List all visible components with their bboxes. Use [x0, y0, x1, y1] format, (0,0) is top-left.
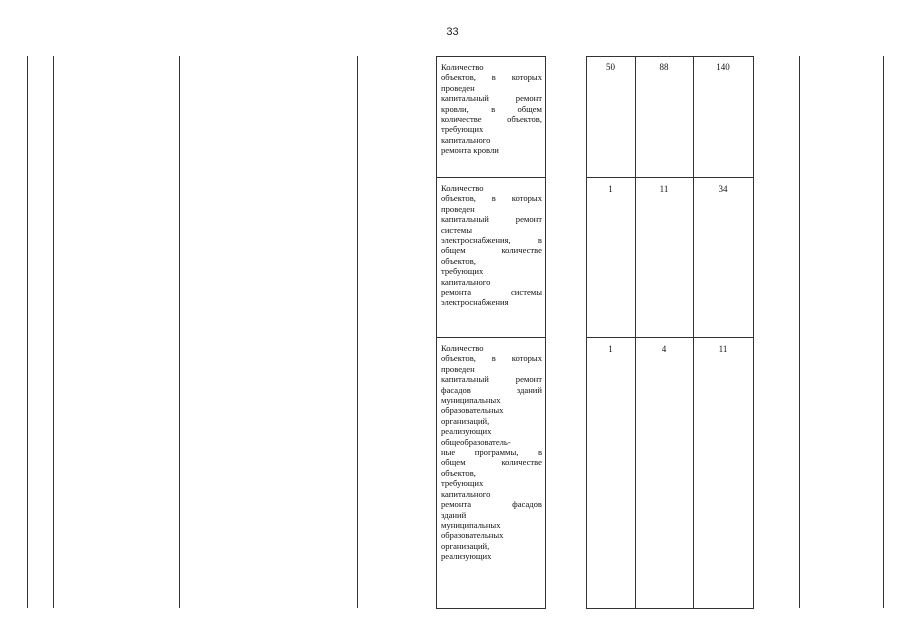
indicator-text-line: капитальный ремонт [441, 214, 542, 225]
page-number: 33 [446, 26, 459, 38]
indicator-text-line: реализующих [441, 426, 492, 437]
indicator-text-line: организаций, [441, 415, 490, 426]
indicator-text-line: зданий [441, 509, 467, 520]
row-border-top [436, 56, 546, 57]
indicator-text [441, 183, 542, 308]
indicator-text-line: фасадов зданий [441, 384, 542, 395]
table-cell-value: 11 [659, 184, 669, 194]
row-border [436, 177, 546, 178]
indicator-text-line: кровли, в общем [441, 103, 542, 114]
indicator-text-line: требующих [441, 478, 484, 489]
indicator-text-line: ремонта фасадов [441, 499, 542, 510]
indicator-text-line: Количество [441, 343, 484, 353]
table-cell-value: 1 [608, 344, 613, 354]
indicator-text-line: требующих [441, 266, 484, 277]
indicator-column-right [545, 56, 546, 608]
value-column-right [753, 56, 754, 608]
row-border [436, 337, 546, 338]
table-border-left [27, 56, 28, 608]
indicator-text-line: общем количестве [441, 245, 542, 256]
row-border [586, 177, 754, 178]
indicator-column-left [436, 56, 437, 608]
table-border-right [883, 56, 884, 608]
indicator-text-line: реализующих [441, 551, 492, 562]
indicator-text-line: объектов, в которых [441, 193, 542, 204]
indicator-text-line: образовательных [441, 405, 504, 416]
indicator-text-line: объектов, [441, 255, 476, 266]
row-border-bottom [436, 608, 546, 609]
value-column-left [586, 56, 587, 608]
indicator-text [441, 62, 542, 156]
table-cell-value: 34 [718, 184, 728, 194]
table-cell-value: 4 [661, 344, 667, 354]
table-cell-value: 50 [606, 62, 615, 72]
indicator-text-line: электроснабжения [441, 297, 509, 308]
row-border-bottom [586, 608, 754, 609]
indicator-text-line: капитального [441, 134, 491, 145]
column-divider [53, 56, 54, 608]
indicator-text-line: ремонта кровли [441, 145, 499, 156]
indicator-text-line: количестве объектов, [441, 114, 542, 125]
indicator-text-line: муниципальных [441, 395, 501, 406]
indicator-text-line: Количество [441, 183, 484, 193]
indicator-text-line: капитальный ремонт [441, 93, 542, 104]
indicator-text-line: организаций, [441, 540, 490, 551]
value-column-divider [693, 56, 694, 608]
table-cell-value: 11 [718, 344, 728, 354]
row-border-top [586, 56, 754, 57]
indicator-text-line: проведен [441, 363, 475, 374]
indicator-text-line: электроснабжения, в [441, 235, 542, 246]
indicator-text-line: общеобразователь- [441, 436, 511, 447]
indicator-text-line: капитального [441, 488, 491, 499]
indicator-text [441, 343, 542, 562]
indicator-text-line: системы [441, 224, 473, 235]
column-divider [357, 56, 358, 608]
indicator-text-line: Количество [441, 62, 484, 72]
column-divider [799, 56, 800, 608]
indicator-text-line: требующих [441, 124, 484, 135]
indicator-text-line: ремонта системы [441, 287, 542, 298]
indicator-text-line: муниципальных [441, 519, 501, 530]
indicator-text-line: проведен [441, 82, 475, 93]
column-divider [179, 56, 180, 608]
row-border [586, 337, 754, 338]
indicator-text-line: капитального [441, 276, 491, 287]
table-cell-value: 1 [608, 184, 613, 194]
indicator-text-line: объектов, [441, 467, 476, 478]
indicator-text-line: объектов, в которых [441, 353, 542, 364]
indicator-text-line: капитальный ремонт [441, 374, 542, 385]
table-cell-value: 140 [716, 62, 730, 72]
indicator-text-line: ные программы, в [441, 447, 542, 458]
indicator-text-line: общем количестве [441, 457, 542, 468]
indicator-text-line: проведен [441, 203, 475, 214]
indicator-text-line: объектов, в которых [441, 72, 542, 83]
value-column-divider [635, 56, 636, 608]
indicator-text-line: образовательных [441, 530, 504, 541]
table-cell-value: 88 [659, 62, 669, 72]
